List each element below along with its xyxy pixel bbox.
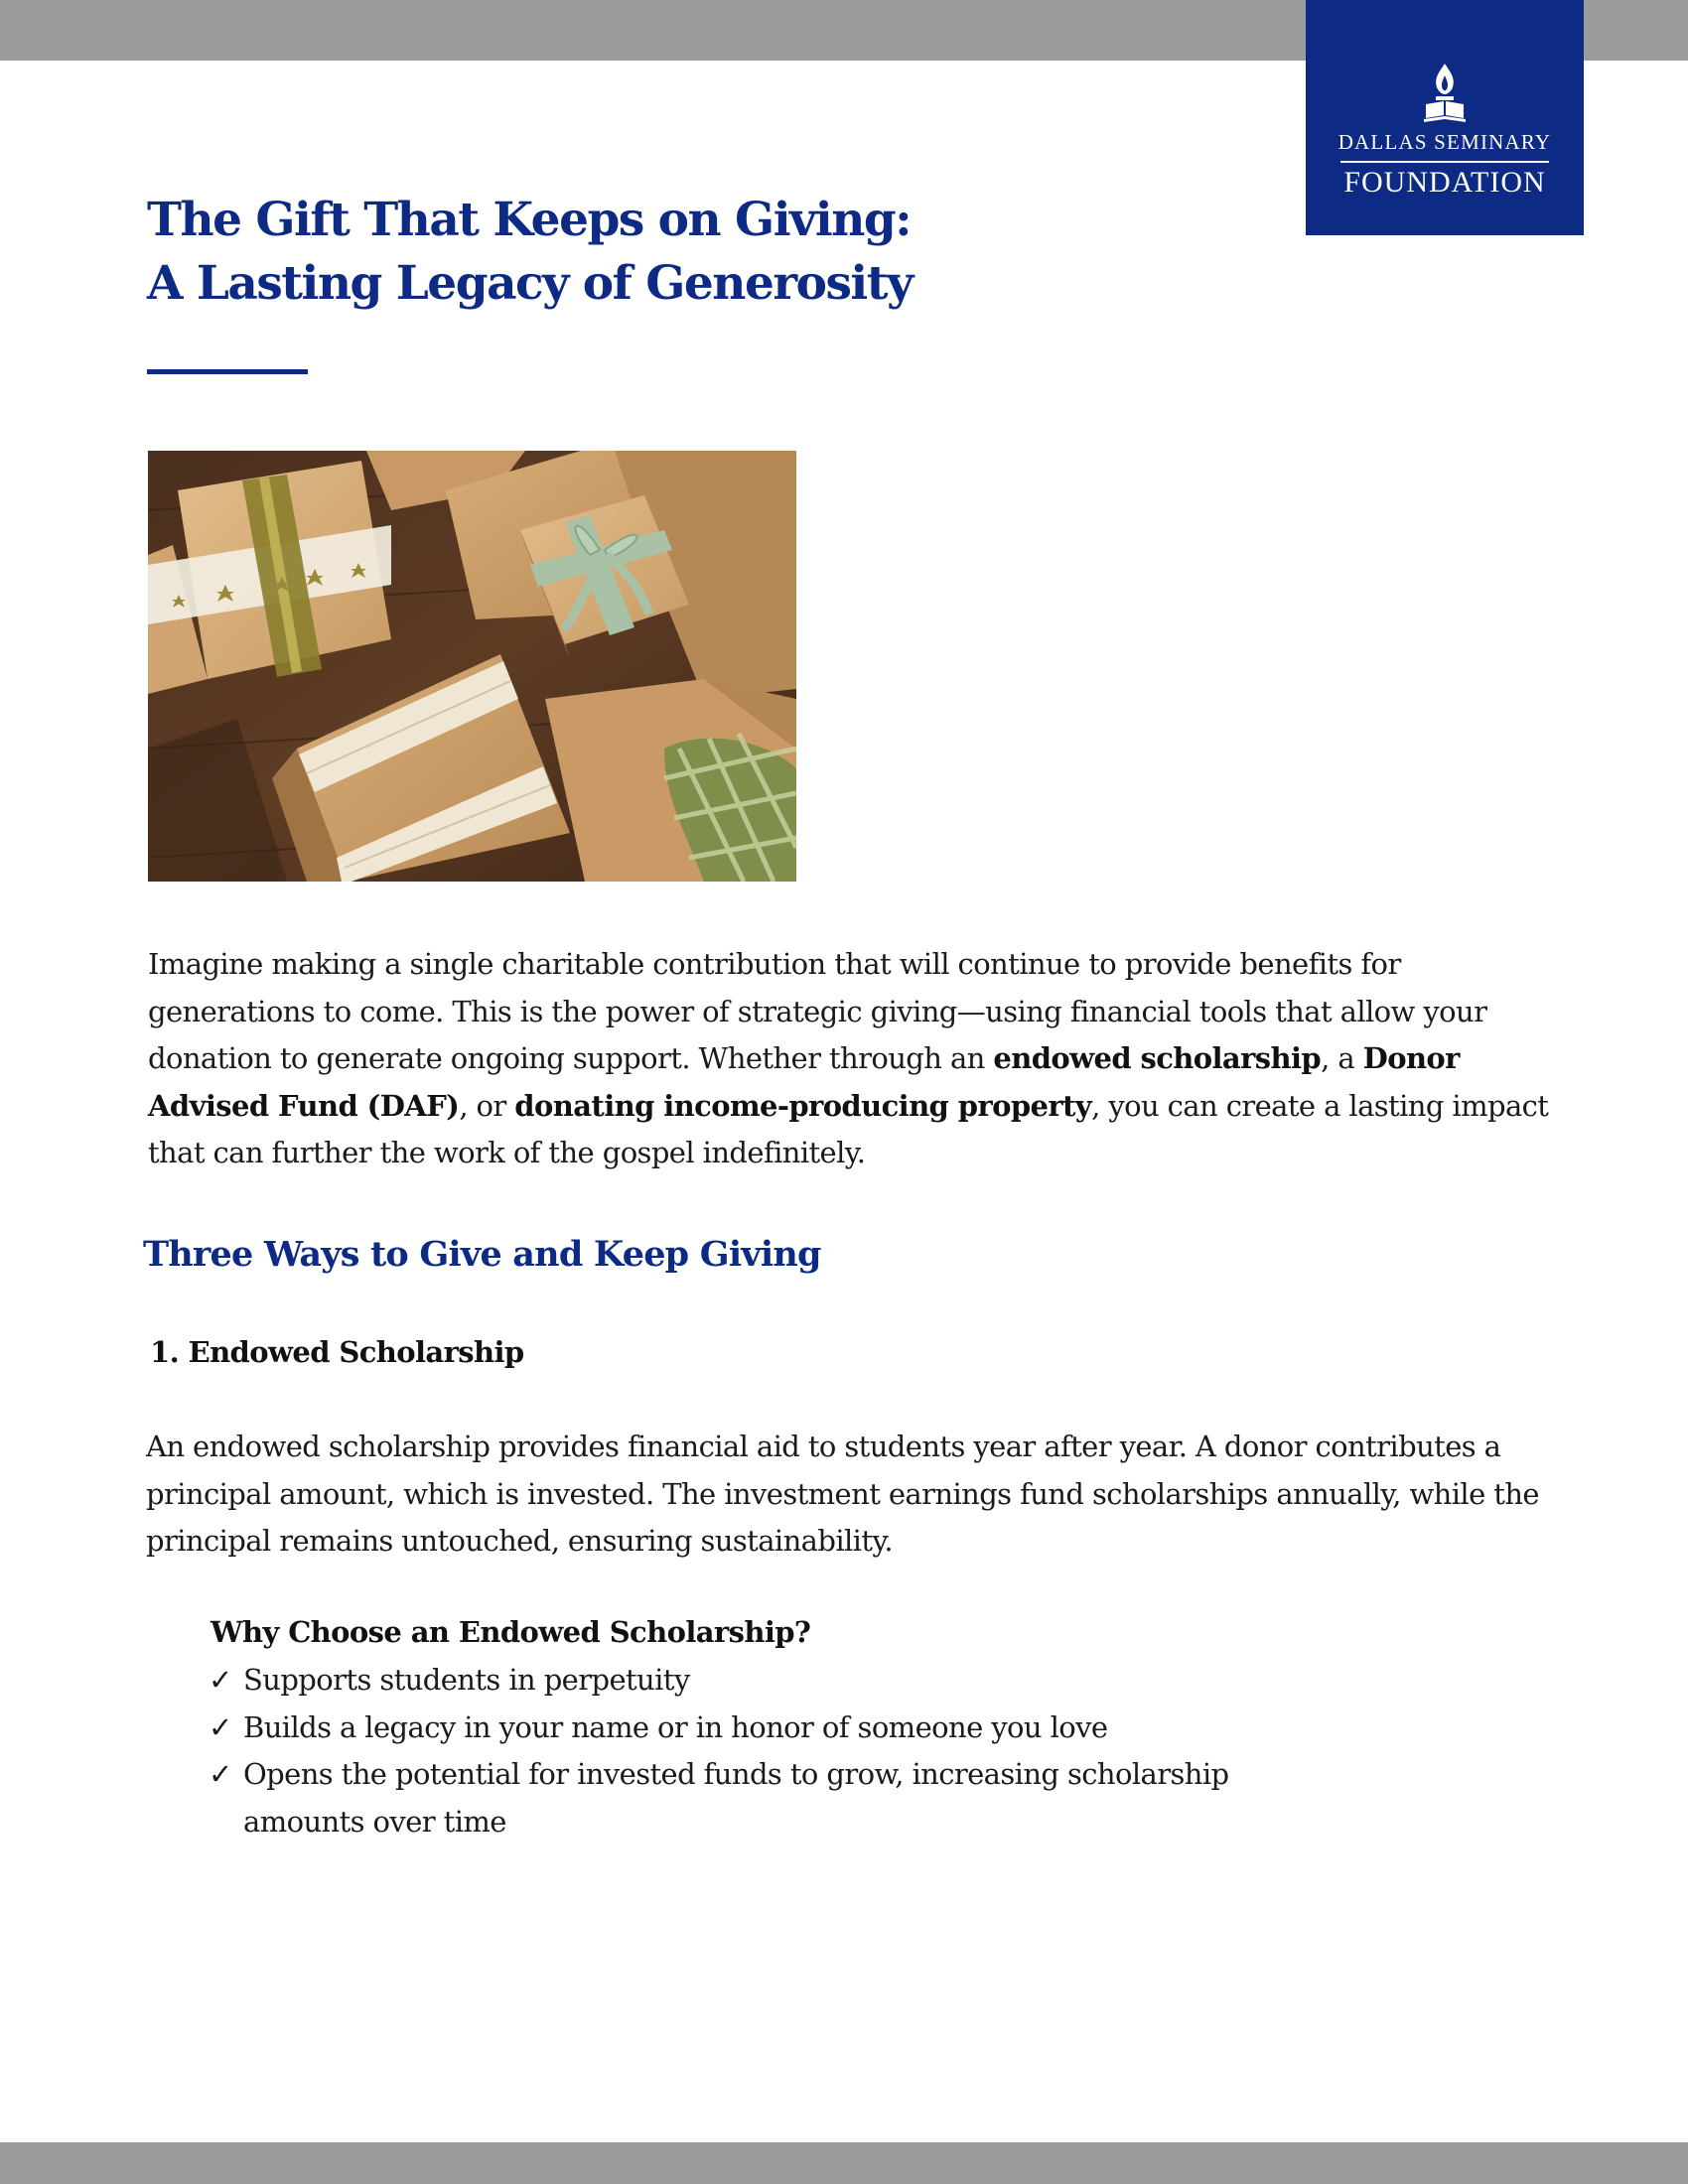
- intro-bold-income-property: donating income-producing property: [514, 1088, 1092, 1123]
- title-underline: [147, 369, 308, 374]
- dallas-seminary-foundation-logo: [1306, 0, 1584, 235]
- list-item: [209, 1657, 1365, 1705]
- checkmark-icon: ✓: [209, 1709, 232, 1744]
- checkmark-icon: ✓: [209, 1757, 232, 1791]
- page-title: [147, 189, 1239, 316]
- endowed-scholarship-paragraph: An endowed scholarship provides financial aid to students year after year. A donor contributes a principal amount, which is invested. The investment earnings fund scholarships annually, while the principal remains untouched, ensuring sustainability.: [146, 1430, 1539, 1558]
- intro-text-2: , a: [1321, 1041, 1363, 1075]
- section-heading: Three Ways to Give and Keep Giving: [143, 1234, 821, 1275]
- benefits-list: [209, 1657, 1400, 1845]
- logo-divider: [1340, 161, 1549, 163]
- benefit-text: Opens the potential for invested funds to grow, increasing scholarship amounts over time: [243, 1757, 1229, 1839]
- torch-book-emblem-icon: [1420, 62, 1470, 123]
- intro-text-3: , or: [459, 1088, 515, 1123]
- title-line2: A Lasting Legacy of Generosity: [147, 256, 913, 311]
- logo-text-line1: DALLAS SEMINARY: [1337, 130, 1552, 154]
- intro-bold-endowed-scholarship: endowed scholarship: [993, 1041, 1322, 1075]
- intro-text-1: Imagine making a single charitable contribution that will continue to provide benefits for generations to come. This is the power of strategic giving—using financial tools that allow your donation to generate ongoing support. Whether through an: [148, 947, 1487, 1075]
- intro-paragraph: [148, 941, 1558, 1177]
- why-choose-heading: Why Choose an Endowed Scholarship?: [211, 1615, 811, 1649]
- intro-bold-donor-advised-fund: Donor Advised Fund (DAF): [148, 1041, 1460, 1123]
- bottom-footer-bar: [0, 2142, 1688, 2184]
- logo-text-line2: FOUNDATION: [1343, 166, 1546, 199]
- list-item: [209, 1705, 1365, 1752]
- benefit-text: Supports students in perpetuity: [243, 1663, 690, 1697]
- checkmark-icon: ✓: [209, 1663, 232, 1697]
- endowed-scholarship-heading: 1. Endowed Scholarship: [150, 1335, 524, 1369]
- benefit-text: Builds a legacy in your name or in honor of someone you love: [243, 1709, 1108, 1744]
- gift-boxes-photo: [148, 451, 796, 882]
- title-line1: The Gift That Keeps on Giving:: [147, 193, 912, 247]
- list-item: [209, 1751, 1326, 1845]
- intro-text-4: , you can create a lasting impact that can further the work of the gospel indefinitely.: [148, 1088, 1549, 1169]
